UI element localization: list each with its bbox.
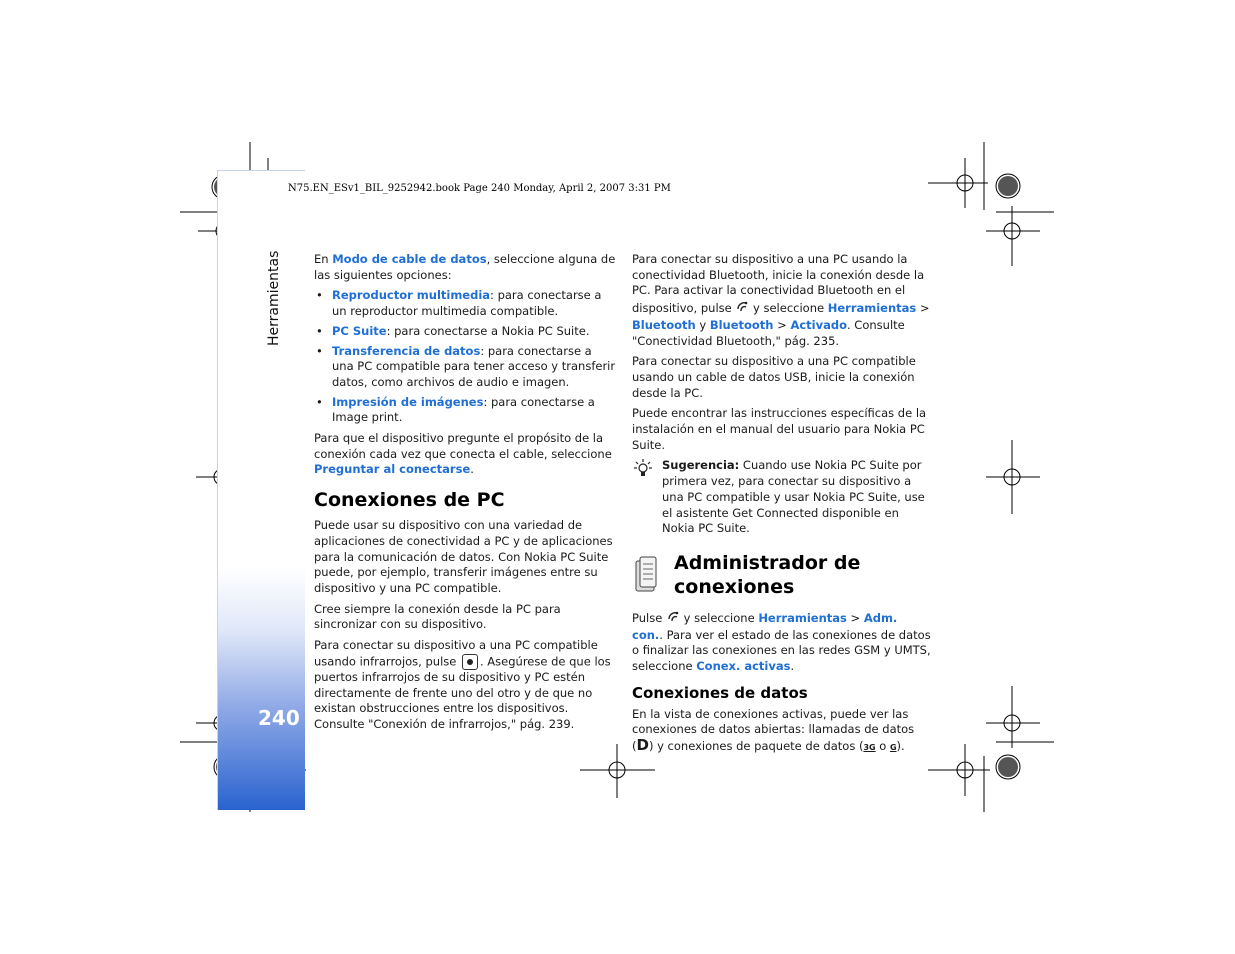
infrared-paragraph: Para conectar su dispositivo a una PC compatible usando infrarrojos, pulse . Asegúrese de que los puertos infrarrojos de su dispositivo y PC estén directamente de frente uno del otro y de que no existan obstrucciones entre los dispositivos. Consulte "Conexión de infrarrojos," pág. 239. (314, 638, 611, 732)
data-connections-paragraph: En la vista de conexiones activas, puede ver las conexiones de datos abiertas: llamadas de datos (D) y conexiones de paquete de datos (3G o G). (632, 706, 915, 755)
heading-administrador-conexiones: Administrador de conexiones (674, 551, 861, 598)
conn-manager-heading-row (632, 551, 932, 599)
section-title: Herramientas (266, 250, 282, 346)
right-column (632, 252, 932, 761)
options-list (314, 288, 616, 426)
list-item: • PC Suite: para conectarse a Nokia PC Suite. (314, 324, 616, 340)
pulse-paragraph: Pulse y seleccione Herramientas > Adm. con.. Para ver el estado de las conexiones de datos o finalizar las conexiones en las redes GSM y UMTS, seleccione Conex. activas. (632, 610, 931, 674)
intro-paragraph: En Modo de cable de datos, seleccione alguna de las siguientes opciones: (314, 252, 616, 282)
list-item: • Impresión de imágenes: para conectarse a Image print. (314, 395, 616, 426)
tip-box (632, 458, 932, 537)
page-number: 240 (258, 706, 300, 730)
connection-manager-icon (632, 555, 662, 595)
packet-data-gprs-icon: G (889, 743, 897, 753)
heading-conexiones-pc: Conexiones de PC (314, 489, 505, 512)
menu-key-icon (666, 609, 680, 628)
lightbulb-icon (632, 458, 654, 537)
list-item: • Reproductor multimedia: para conectarse a un reproductor multimedia compatible. (314, 288, 616, 319)
bluetooth-paragraph: Para conectar su dispositivo a una PC usando la conectividad Bluetooth, inicie la conexión desde la PC. Para activar la conectividad Bluetooth en el dispositivo, pulse y seleccione Herramientas > Bluetooth y Bluetooth > Activado. Consulte "Conectividad Bluetooth," pág. 235. (632, 252, 930, 348)
packet-data-3g-icon: 3G (863, 743, 876, 753)
tip-text: Sugerencia: Cuando use Nokia PC Suite por primera vez, para conectar su dispositivo a una PC compatible y usar Nokia PC Suite, use el asistente Get Connected disponible en Nokia PC Suite. (662, 458, 925, 536)
heading-conexiones-datos: Conexiones de datos (632, 683, 808, 702)
menu-key-icon (462, 654, 478, 670)
ask-paragraph: Para que el dispositivo pregunte el propósito de la conexión cada vez que conecta el cable, seleccione Preguntar al conectarse. (314, 431, 612, 477)
left-column (314, 252, 616, 738)
menu-key-icon (735, 299, 749, 318)
paragraph: Cree siempre la conexión desde la PC para sincronizar con su dispositivo. (314, 601, 561, 632)
list-item: • Transferencia de datos: para conectarse a una PC compatible para tener acceso y transferir datos, como archivos de audio e imagen. (314, 344, 616, 391)
data-call-icon: D (636, 736, 649, 755)
paragraph: Para conectar su dispositivo a una PC compatible usando un cable de datos USB, inicie la conexión desde la PC. (632, 354, 916, 400)
book-header: N75.EN_ESv1_BIL_9252942.book Page 240 Monday, April 2, 2007 3:31 PM (288, 183, 671, 194)
paragraph: Puede encontrar las instrucciones específicas de la instalación en el manual del usuario para Nokia PC Suite. (632, 406, 927, 452)
link-modo-cable: Modo de cable de datos (332, 252, 487, 266)
paragraph: Puede usar su dispositivo con una variedad de aplicaciones de conectividad a PC y de aplicaciones para la comunicación de datos. Con Nokia PC Suite puede, por ejemplo, transferir imágenes entre su dispositivo y una PC compatible. (314, 518, 613, 595)
